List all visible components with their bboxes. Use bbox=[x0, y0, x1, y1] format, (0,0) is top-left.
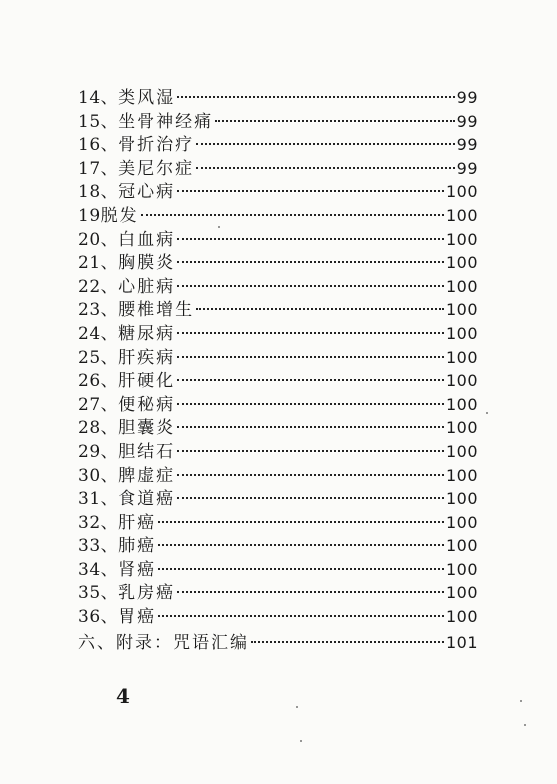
dot-leader bbox=[158, 521, 444, 523]
toc-entry bbox=[78, 133, 478, 157]
toc-entry bbox=[78, 110, 478, 134]
dot-leader bbox=[177, 497, 444, 499]
table-of-contents bbox=[78, 86, 478, 654]
toc-entry-page: 100 bbox=[445, 323, 478, 343]
toc-section-number: 六、 bbox=[78, 632, 116, 653]
dot-leader bbox=[196, 167, 455, 169]
toc-entry-title: 坐骨神经痛 bbox=[118, 111, 214, 132]
toc-entry-title: 冠心病 bbox=[118, 182, 176, 203]
toc-entry-title: 腰椎增生 bbox=[118, 300, 195, 321]
dot-leader bbox=[177, 403, 444, 405]
toc-entry-page: 100 bbox=[445, 371, 478, 391]
toc-entry-number: 18、 bbox=[78, 182, 119, 203]
toc-entry-number: 29、 bbox=[78, 441, 119, 462]
toc-entry-title: 糖尿病 bbox=[118, 323, 176, 344]
toc-entry-page: 100 bbox=[445, 559, 478, 579]
toc-entry-number: 24、 bbox=[78, 323, 119, 344]
dot-leader bbox=[177, 591, 444, 593]
page-number: 4 bbox=[116, 684, 130, 708]
toc-entry-page: 100 bbox=[445, 607, 478, 627]
toc-entry-title: 乳房癌 bbox=[118, 583, 176, 604]
dot-leader bbox=[177, 190, 444, 192]
toc-entry-number: 33、 bbox=[78, 536, 119, 557]
toc-entry-number: 34、 bbox=[78, 559, 119, 580]
toc-entry-page: 100 bbox=[445, 536, 478, 556]
toc-entry-number: 26、 bbox=[78, 371, 119, 392]
toc-entry-title: 便秘病 bbox=[118, 394, 176, 415]
toc-entry bbox=[78, 251, 478, 275]
toc-entry-number: 21、 bbox=[78, 253, 119, 274]
toc-entry-title: 肝硬化 bbox=[118, 371, 176, 392]
toc-entry bbox=[78, 416, 478, 440]
toc-entry-page: 99 bbox=[456, 111, 478, 131]
toc-entry bbox=[78, 393, 478, 417]
toc-entry-title: 骨折治疗 bbox=[118, 135, 195, 156]
dot-leader bbox=[177, 426, 444, 428]
toc-entry-page: 100 bbox=[445, 512, 478, 532]
toc-entry-title: 胆囊炎 bbox=[118, 418, 176, 439]
toc-entry-title: 胆结石 bbox=[118, 441, 176, 462]
toc-appendix-entry bbox=[78, 631, 478, 655]
toc-entry-number: 35、 bbox=[78, 583, 119, 604]
dot-leader bbox=[158, 615, 444, 617]
toc-entry bbox=[78, 581, 478, 605]
toc-entry-page: 100 bbox=[445, 253, 478, 273]
toc-entry-page: 99 bbox=[456, 135, 478, 155]
dot-leader bbox=[141, 214, 444, 216]
scan-speck bbox=[218, 226, 220, 228]
toc-entry-page: 100 bbox=[445, 418, 478, 438]
dot-leader bbox=[177, 450, 444, 452]
toc-entry-title: 脾虚症 bbox=[118, 465, 176, 486]
toc-entry-title: 食道癌 bbox=[118, 489, 176, 510]
dot-leader bbox=[177, 96, 455, 98]
toc-entry-page: 100 bbox=[445, 465, 478, 485]
toc-section-title: 附录：咒语汇编 bbox=[116, 632, 249, 653]
toc-entry-title: 类风湿 bbox=[118, 88, 176, 108]
toc-entry bbox=[78, 440, 478, 464]
toc-entry bbox=[78, 369, 478, 393]
toc-entry bbox=[78, 464, 478, 488]
toc-entry-number: 14、 bbox=[78, 88, 119, 108]
toc-entry-page: 99 bbox=[456, 158, 478, 178]
toc-entry-number: 20、 bbox=[78, 229, 119, 250]
toc-entry-number: 17、 bbox=[78, 158, 119, 179]
toc-entry-page: 100 bbox=[445, 583, 478, 603]
toc-entry-title: 心脏病 bbox=[118, 276, 176, 297]
scan-speck bbox=[520, 700, 522, 702]
toc-entry-title: 肝癌 bbox=[118, 512, 157, 533]
toc-entry bbox=[78, 558, 478, 582]
toc-entry-page: 100 bbox=[445, 205, 478, 225]
toc-entry-page: 100 bbox=[445, 229, 478, 249]
scan-speck bbox=[486, 412, 488, 414]
toc-section-page: 101 bbox=[445, 632, 478, 652]
dot-leader bbox=[196, 308, 444, 310]
toc-entry-page: 100 bbox=[445, 347, 478, 367]
toc-entry-title: 美尼尔症 bbox=[118, 158, 195, 179]
toc-entry-title: 肝疾病 bbox=[118, 347, 176, 368]
toc-entry-number: 23、 bbox=[78, 300, 119, 321]
toc-entry-title: 胃癌 bbox=[118, 607, 157, 628]
toc-entry-page: 100 bbox=[445, 441, 478, 461]
toc-entry bbox=[78, 487, 478, 511]
scan-speck bbox=[524, 724, 526, 726]
dot-leader bbox=[177, 332, 444, 334]
toc-entry bbox=[78, 275, 478, 299]
dot-leader bbox=[196, 143, 455, 145]
toc-entry-number: 16、 bbox=[78, 135, 119, 156]
dot-leader bbox=[177, 356, 444, 358]
toc-entry-page: 100 bbox=[445, 276, 478, 296]
dot-leader bbox=[158, 544, 444, 546]
toc-entry-page: 100 bbox=[445, 182, 478, 202]
toc-entry bbox=[78, 298, 478, 322]
toc-entry-number: 19 bbox=[78, 205, 101, 226]
toc-entry bbox=[78, 346, 478, 370]
toc-entry bbox=[78, 86, 478, 110]
toc-entry bbox=[78, 228, 478, 252]
toc-entry bbox=[78, 534, 478, 558]
dot-leader bbox=[251, 641, 444, 643]
toc-entry-title: 胸膜炎 bbox=[118, 253, 176, 274]
toc-entry-number: 25、 bbox=[78, 347, 119, 368]
toc-entry-number: 30、 bbox=[78, 465, 119, 486]
dot-leader bbox=[177, 238, 444, 240]
dot-leader bbox=[177, 261, 444, 263]
toc-entry-number: 28、 bbox=[78, 418, 119, 439]
toc-entry-title: 肺癌 bbox=[118, 536, 157, 557]
toc-entry-number: 22、 bbox=[78, 276, 119, 297]
toc-entry bbox=[78, 204, 478, 228]
toc-entry bbox=[78, 322, 478, 346]
toc-entry-number: 32、 bbox=[78, 512, 119, 533]
scan-speck bbox=[296, 706, 298, 708]
toc-entry-title: 白血病 bbox=[118, 229, 176, 250]
dot-leader bbox=[177, 379, 444, 381]
toc-entry bbox=[78, 511, 478, 535]
toc-entry bbox=[78, 605, 478, 629]
toc-entry-number: 31、 bbox=[78, 489, 119, 510]
dot-leader bbox=[177, 474, 444, 476]
toc-entry-title: 脱发 bbox=[100, 205, 139, 226]
scan-speck bbox=[300, 740, 302, 742]
toc-entry-title: 肾癌 bbox=[118, 559, 157, 580]
dot-leader bbox=[215, 120, 455, 122]
toc-entry bbox=[78, 157, 478, 181]
toc-entry-page: 100 bbox=[445, 394, 478, 414]
toc-entry-page: 100 bbox=[445, 489, 478, 509]
toc-entry-page: 99 bbox=[456, 88, 478, 107]
toc-entry-page: 100 bbox=[445, 300, 478, 320]
dot-leader bbox=[177, 285, 444, 287]
toc-entry-number: 27、 bbox=[78, 394, 119, 415]
toc-entry-number: 36、 bbox=[78, 607, 119, 628]
toc-entry bbox=[78, 180, 478, 204]
toc-entry-number: 15、 bbox=[78, 111, 119, 132]
dot-leader bbox=[158, 568, 444, 570]
